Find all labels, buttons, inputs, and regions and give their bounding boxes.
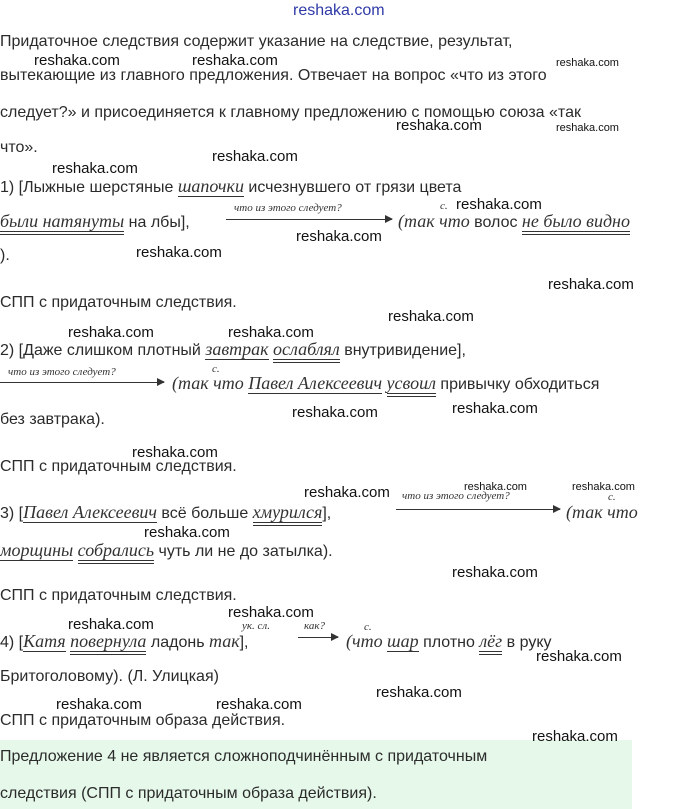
ex2-subject: завтрак (205, 339, 269, 359)
ex1-subject: шапочки (177, 176, 244, 196)
ex1-end: ). (0, 247, 10, 264)
ex1-line-1 (0, 176, 461, 198)
ex4-conjunction: что (352, 631, 383, 651)
ex1-text: исчезнувшего от грязи цвета (243, 179, 462, 196)
ex4-text: ладонь (146, 634, 209, 651)
ex1-paren: ( (398, 211, 404, 231)
ex1-question-mark: что из этого следует? (234, 202, 342, 214)
ex3-question-mark: что из этого следует? (402, 490, 510, 502)
ex2-question-mark: что из этого следует? (8, 366, 116, 378)
ex3-text: всё больше (156, 505, 253, 522)
watermark: reshaka.com (536, 648, 622, 665)
ex3-conjunction: так что (572, 502, 638, 522)
watermark: reshaka.com (396, 117, 482, 134)
watermark: reshaka.com (572, 481, 635, 493)
ex3-arrow (396, 509, 560, 510)
ex4-line-2: Бритоголовому). (Л. Улицкая) (0, 668, 219, 685)
conclusion-line-1: Предложение 4 не является сложноподчинённым с придаточным (0, 748, 488, 765)
ex3-predicate-2: собрались (78, 540, 154, 564)
watermark-top: reshaka.com (293, 2, 385, 19)
ex2-subject-2: Павел Алексеевич (248, 373, 383, 393)
ex1-predicate-2: не было видно (522, 211, 630, 235)
intro-line-4: что». (0, 139, 38, 156)
ex1-number: 1) [Лыжные шерстяные (0, 179, 178, 196)
watermark: reshaka.com (56, 696, 142, 713)
ex4-pointer-word: так (208, 631, 240, 651)
ex1-type: СПП с придаточным следствия. (0, 294, 237, 311)
ex3-type: СПП с придаточным следствия. (0, 587, 237, 604)
ex1-predicate: были натянуты (0, 211, 124, 235)
ex1-conjunction: так что (404, 211, 470, 231)
conclusion-line-2: следствия (СПП с придаточным образа действия). (0, 785, 377, 802)
watermark: reshaka.com (52, 160, 138, 177)
ex4-text-4: в руку (502, 634, 552, 651)
ex2-predicate-2: усвоил (387, 373, 436, 397)
watermark: reshaka.com (216, 696, 302, 713)
ex3-line-2 (0, 540, 333, 562)
watermark: reshaka.com (556, 122, 619, 134)
watermark: reshaka.com (304, 484, 390, 501)
watermark: reshaka.com (68, 324, 154, 341)
ex1-line-2 (0, 211, 190, 233)
ex2-subordinate (172, 373, 599, 395)
ex3-subject: Павел Алексеевич (23, 502, 157, 522)
ex2-line-3: без завтрака). (0, 411, 105, 428)
ex1-arrow (226, 219, 392, 220)
ex4-number: 4) [ (0, 634, 24, 651)
intro-line-2: вытекающие из главного предложения. Отвечает на вопрос «что из этого (0, 67, 547, 84)
ex2-number: 2) [Даже слишком плотный (0, 342, 206, 359)
watermark: reshaka.com (376, 684, 462, 701)
ex2-text: внутривидение], (339, 342, 466, 359)
ex1-conj-mark: с. (440, 200, 448, 212)
ex4-paren: ( (346, 631, 352, 651)
ex3-paren: ( (566, 502, 572, 522)
watermark: reshaka.com (192, 52, 278, 69)
ex4-conj-mark: с. (364, 621, 372, 633)
ex2-text-2: привычку обходиться (435, 376, 600, 393)
ex1-subordinate (398, 211, 630, 233)
ex1-text-3: волос (469, 214, 522, 231)
watermark: reshaka.com (388, 308, 474, 325)
ex3-subject-2: морщины (0, 540, 74, 560)
ex2-line-1 (0, 339, 466, 361)
ex2-predicate: ослаблял (273, 339, 340, 363)
ex4-pointer-mark: ук. сл. (242, 620, 270, 632)
ex3-number: 3) [ (0, 505, 24, 522)
watermark: reshaka.com (34, 52, 120, 69)
ex2-conjunction: так что (178, 373, 249, 393)
intro-line-1: Придаточное следствия содержит указание на следствие, результат, (0, 33, 513, 50)
ex4-text-3: плотно (418, 634, 480, 651)
ex4-subject: Катя (23, 631, 66, 651)
watermark: reshaka.com (532, 728, 618, 745)
ex4-type: СПП с придаточным образа действия. (0, 712, 286, 729)
ex3-predicate: хмурился (253, 502, 323, 526)
ex2-type: СПП с придаточным следствия. (0, 458, 237, 475)
watermark: reshaka.com (144, 524, 230, 541)
watermark: reshaka.com (296, 228, 382, 245)
ex4-question-mark: как? (304, 620, 326, 632)
ex4-predicate: повернула (70, 631, 146, 655)
ex1-text-2: на лбы], (124, 214, 190, 231)
ex4-predicate-2: лёг (479, 631, 502, 655)
watermark: reshaka.com (548, 276, 634, 293)
ex2-paren: ( (172, 373, 178, 393)
watermark: reshaka.com (464, 481, 527, 493)
watermark: reshaka.com (228, 324, 314, 341)
ex3-text-2: ], (322, 505, 332, 522)
intro-line-3: следует?» и присоединяется к главному предложению с помощью союза «так (0, 104, 581, 121)
watermark: reshaka.com (292, 404, 378, 421)
ex4-arrow (298, 637, 338, 638)
watermark: reshaka.com (212, 148, 298, 165)
ex4-subject-2: шар (387, 631, 419, 651)
ex4-line-1 (0, 631, 249, 653)
watermark: reshaka.com (132, 444, 218, 461)
ex4-text-2: ], (239, 634, 249, 651)
watermark: reshaka.com (68, 616, 154, 633)
watermark: reshaka.com (228, 604, 314, 621)
ex3-line-1 (0, 502, 331, 524)
ex2-conj-mark: с. (212, 363, 220, 375)
watermark: reshaka.com (556, 57, 619, 69)
watermark: reshaka.com (452, 564, 538, 581)
watermark: reshaka.com (456, 196, 542, 213)
watermark: reshaka.com (136, 244, 222, 261)
ex3-subordinate (566, 502, 638, 524)
ex2-arrow (0, 382, 164, 383)
ex4-subordinate (346, 631, 552, 653)
ex3-text-3: чуть ли не до затылка). (154, 543, 333, 560)
watermark: reshaka.com (452, 400, 538, 417)
ex3-conj-mark: с. (608, 491, 616, 503)
